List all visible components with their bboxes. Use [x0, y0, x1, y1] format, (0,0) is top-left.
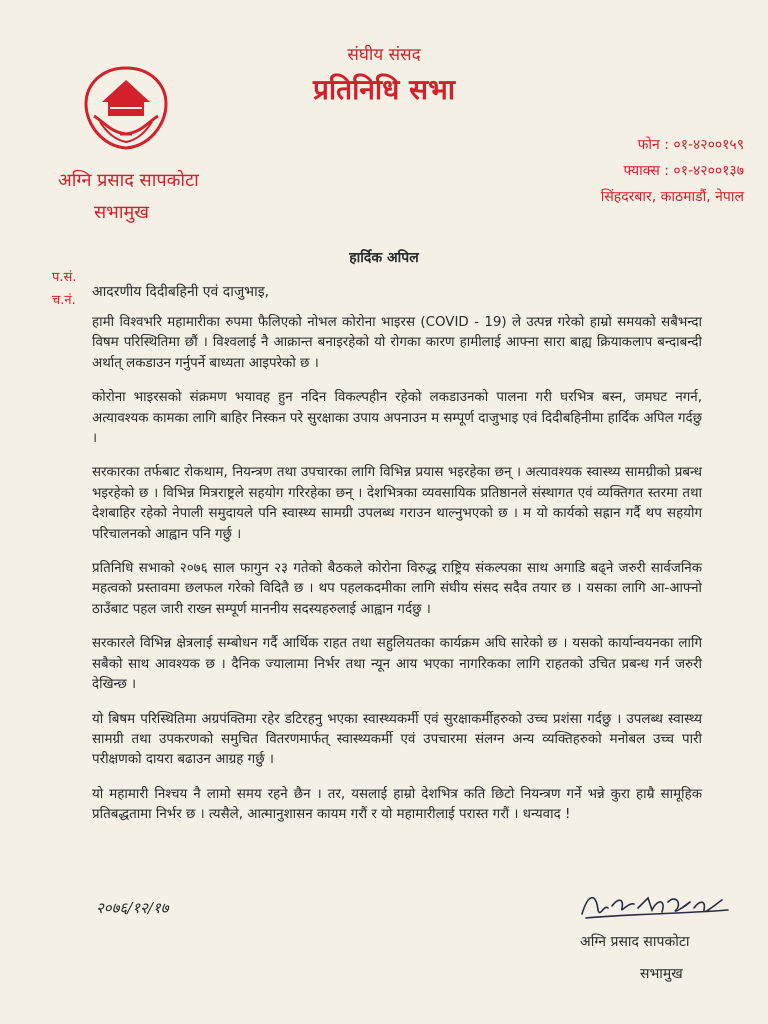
contact-block — [601, 132, 744, 210]
paragraph-3: सरकारका तर्फबाट रोकथाम, नियन्त्रण तथा उपचारका लागि विभिन्न प्रयास भइरहेका छन् । अत्यावश्यक स्वास्थ्य सामग्रीको प्रबन्ध भइरहेको छ । विभिन्न मित्रराष्ट्रले सहयोग गरिरहेका छन् । देशभित्रका व्यवसायिक प्रतिष्ठानले संस्थागत एवं व्यक्तिगत स्तरमा तथा देशबाहिर रहेको नेपाली समुदायले पनि स्वास्थ्य सामग्री उपलब्ध गराउन थाल्नुभएको छ । म यो कार्यको सह्रान गर्दै थप सहयोग परिचालनको आह्वान पनि गर्छु । — [92, 465, 702, 542]
dispatch-number-label: च.नं. — [52, 293, 76, 308]
signatory-title: सभामुख — [640, 966, 683, 982]
letter-body — [92, 313, 702, 840]
sender-name: अग्नि प्रसाद सापकोटा — [58, 170, 199, 191]
phone-number: फोन : ०१-४२००१५९ — [637, 137, 744, 153]
paragraph-5: सरकारले विभिन्न क्षेत्रलाई सम्बोधन गर्दै आर्थिक राहत तथा सहुलियतका कार्यक्रम अघि सारेको छ । यसको कार्यान्वयनका लागि सबैको साथ आवश्यक छ । दैनिक ज्यालामा निर्भर तथा न्यून आय भएका नागरिकका लागि राहतको उचित प्रबन्ध गर्न जरुरी देखिन्छ । — [92, 636, 702, 693]
parliament-emblem-icon — [80, 62, 172, 152]
handwritten-signature — [578, 884, 734, 924]
house-heading: प्रतिनिधि सभा — [312, 73, 456, 106]
fax-number: फ्याक्स : ०१-४२००१३७ — [623, 163, 744, 179]
reference-labels — [52, 266, 76, 312]
parliament-heading: संघीय संसद — [347, 45, 421, 65]
document-title: हार्दिक अपिल — [349, 250, 419, 266]
paragraph-6: यो बिषम परिस्थितिमा अग्रपंक्तिमा रहेर डटिरहनु भएका स्वास्थ्यकर्मी एवं सुरक्षाकर्मीहरुको उच्च प्रशंसा गर्दछु । उपलब्ध स्वास्थ्य सामग्री तथा उपकरणको समुचित वितरणमार्फत् स्वास्थ्यकर्मी एवं उपचारमा संलग्न अन्य व्यक्तिहरुको मनोबल उच्च पारी परीक्षणको दायरा बढाउन आग्रह गर्छु । — [92, 711, 702, 768]
paragraph-1: हामी विश्वभरि महामारीका रुपमा फैलिएको नोभल कोरोना भाइरस (COVID - 19) ले उत्पन्न गरेको हाम्रो समयको सबैभन्दा विषम परिस्थितिमा छौं । विश्वलाई नै आक्रान्त बनाइरहेको यो रोगका कारण हामीलाई आफ्ना सारा बाह्य क्रियाकलाप बन्दाबन्दी अर्थात् लकडाउन गर्नुपर्ने बाध्यता आइपरेको छ । — [92, 315, 702, 371]
paragraph-2: कोरोना भाइरसको संक्रमण भयावह हुन नदिन विकल्पहीन रहेको लकडाउनको पालना गरी घरभित्र बस्न, जमघट नगर्न, अत्यावश्यक कामका लागि बाहिर निस्कन परे सुरक्षाका उपाय अपनाउन म सम्पूर्ण दाजुभाइ एवं दिदीबहिनीमा हार्दिक अपिल गर्दछु । — [92, 390, 702, 447]
paragraph-4: प्रतिनिधि सभाको २०७६ साल फागुन २३ गतेको बैठकले कोरोना विरुद्ध राष्ट्रिय संकल्पका साथ अगाडि बढ्ने जरुरी सार्वजनिक महत्वको प्रस्तावमा छलफल गरेको विदितै छ । थप पहलकदमीका लागि संघीय संसद सदैव तयार छ । यसका लागि आ-आफ्नो ठाउँबाट पहल जारी राख्न सम्पूर्ण माननीय सदस्यहरुलाई आह्वान गर्दछु । — [92, 561, 702, 617]
paragraph-7: यो महामारी निश्चय नै लामो समय रहने छैन । तर, यसलाई हाम्रो देशभित्र कति छिटो नियन्त्रण गर्ने भन्ने कुरा हाम्रै सामूहिक प्रतिबद्धतामा निर्भर छ । त्यसैले, आत्मानुशासन कायम गरौं र यो महामारीलाई परास्त गरौं । धन्यवाद ! — [92, 786, 702, 823]
salutation: आदरणीय दिदीबहिनी एवं दाजुभाइ, — [92, 284, 270, 300]
letter-date: २०७६/१२/१७ — [96, 899, 169, 917]
ref-number-label: प.सं. — [52, 270, 77, 285]
sender-title: सभामुख — [94, 202, 149, 223]
signatory-name: अग्नि प्रसाद सापकोटा — [580, 934, 690, 950]
address: सिंहदरबार, काठमाडौं, नेपाल — [600, 189, 744, 205]
